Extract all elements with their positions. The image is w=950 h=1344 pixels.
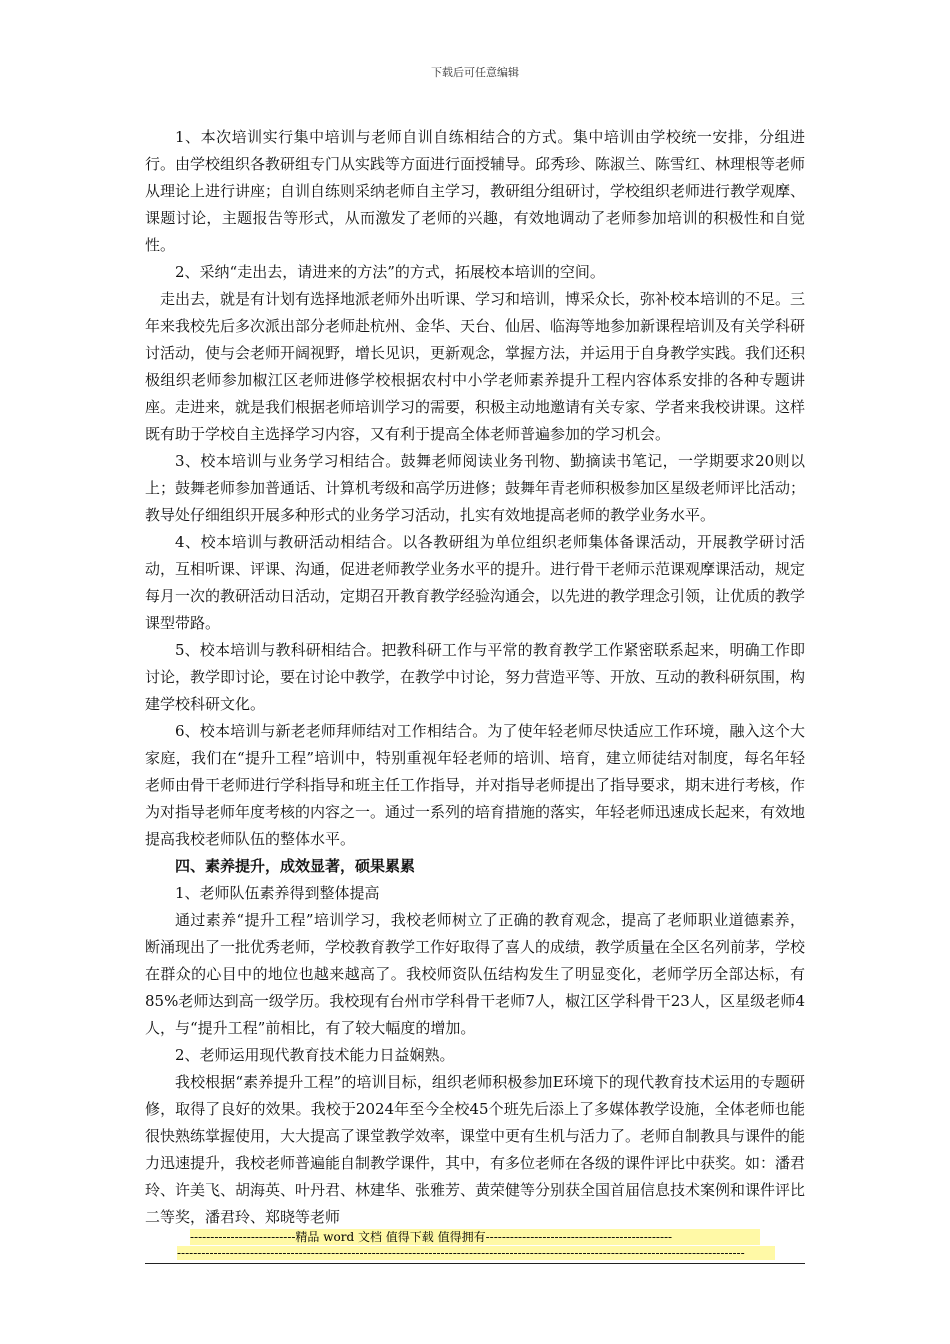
subheading: 2、老师运用现代教育技术能力日益娴熟。 xyxy=(175,1046,455,1064)
paragraph: 1、本次培训实行集中培训与老师自训自练相结合的方式。集中培训由学校统一安排，分组进行。由学校组织各教研组专门从实践等方面进行面授辅导。邱秀珍、陈淑兰、陈雪红、林理根等老师从理论上进行讲座；自训自练则采纳老师自主学习，教研组分组研讨，学校组织老师进行教学观摩、课题讨论，主题报告等形式，从而激发了老师的兴趣，有效地调动了老师参加培训的积极性和自觉性。 xyxy=(145,128,806,254)
paragraph: 5、校本培训与教科研相结合。把教科研工作与平常的教育教学工作紧密联系起来，明确工作即讨论，教学即讨论，要在讨论中教学，在教学中讨论，努力营造平等、开放、互动的教科研氛围，构建学校科研文化。 xyxy=(145,641,806,713)
paragraph: 通过素养“提升工程”培训学习，我校老师树立了正确的教育观念，提高了老师职业道德素养，断涌现出了一批优秀老师，学校教育教学工作好取得了喜人的成绩，教学质量在全区名列前茅，学校在群众的心目中的地位也越来越高了。我校师资队伍结构发生了明显变化，老师学历全部达标，有85%老师达到高一级学历。我校现有台州市学科骨干老师7人，椒江区学科骨干23人，区星级老师4人，与“提升工程”前相比，有了较大幅度的增加。 xyxy=(145,911,806,1037)
paragraph: 我校根据“素养提升工程”的培训目标，组织老师积极参加E环境下的现代教育技术运用的专题研修，取得了良好的效果。我校于2024年至今全校45个班先后添上了多媒体教学设施，全体老师也能很快熟练掌握使用，大大提高了课堂教学效率，课堂中更有生机与活力了。老师自制教具与课件的能力迅速提升，我校老师普遍能自制教学课件，其中，有多位老师在各级的课件评比中获奖。如：潘君玲、许美飞、胡海英、叶丹君、林建华、张雅芳、黄荣健等分别获全国首届信息技术案例和课件评比二等奖，潘君玲、郑晓等老师 xyxy=(145,1073,806,1226)
footer-banner: --------------------------精品 word 文档 值得下载 值得拥有---------------------------------------------- xyxy=(190,1229,760,1245)
paragraph: 6、校本培训与新老老师拜师结对工作相结合。为了使年轻老师尽快适应工作环境，融入这个大家庭，我们在“提升工程”培训中，特别重视年轻老师的培训、培育，建立师徒结对制度，每名年轻老师由骨干老师进行学科指导和班主任工作指导，并对指导老师提出了指导要求，期末进行考核，作为对指导老师年度考核的内容之一。通过一系列的培育措施的落实，年轻老师迅速成长起来，有效地提高我校老师队伍的整体水平。 xyxy=(145,722,806,848)
footer-divider xyxy=(145,1263,805,1264)
footer-dash-line: -------------------------------------------------------------------------------------------------------------------------------------------- xyxy=(177,1246,775,1260)
paragraph: 走出去，就是有计划有选择地派老师外出听课、学习和培训，博采众长，弥补校本培训的不足。三年来我校先后多次派出部分老师赴杭州、金华、天台、仙居、临海等地参加新课程培训及有关学科研讨活动，使与会老师开阔视野，增长见识，更新观念，掌握方法，并运用于自身教学实践。我们还积极组织老师参加椒江区老师进修学校根据农村中小学老师素养提升工程内容体系安排的各种专题讲座。走进来，就是我们根据老师培训学习的需要，积极主动地邀请有关专家、学者来我校讲课。这样既有助于学校自主选择学习内容，又有利于提高全体老师普遍参加的学习机会。 xyxy=(145,290,806,443)
paragraph: 4、校本培训与教研活动相结合。以各教研组为单位组织老师集体备课活动，开展教学研讨活动，互相听课、评课、沟通，促进老师教学业务水平的提升。进行骨干老师示范课观摩课活动，规定每月一次的教研活动日活动，定期召开教育教学经验沟通会，以先进的教学理念引领，让优质的教学课型带路。 xyxy=(145,533,806,632)
document-body xyxy=(145,124,805,1231)
subheading: 1、老师队伍素养得到整体提高 xyxy=(175,884,380,902)
section-heading: 四、素养提升，成效显著，硕果累累 xyxy=(175,857,416,875)
paragraph: 3、校本培训与业务学习相结合。鼓舞老师阅读业务刊物、勤摘读书笔记，一学期要求20则以上；鼓舞老师参加普通话、计算机考级和高学历进修；鼓舞年青老师积极参加区星级老师评比活动；教导处仔细组织开展多种形式的业务学习活动，扎实有效地提高老师的教学业务水平。 xyxy=(145,452,806,524)
header-note: 下载后可任意编辑 xyxy=(431,66,519,79)
paragraph: 2、采纳“走出去，请进来的方法”的方式，拓展校本培训的空间。 xyxy=(175,263,605,281)
